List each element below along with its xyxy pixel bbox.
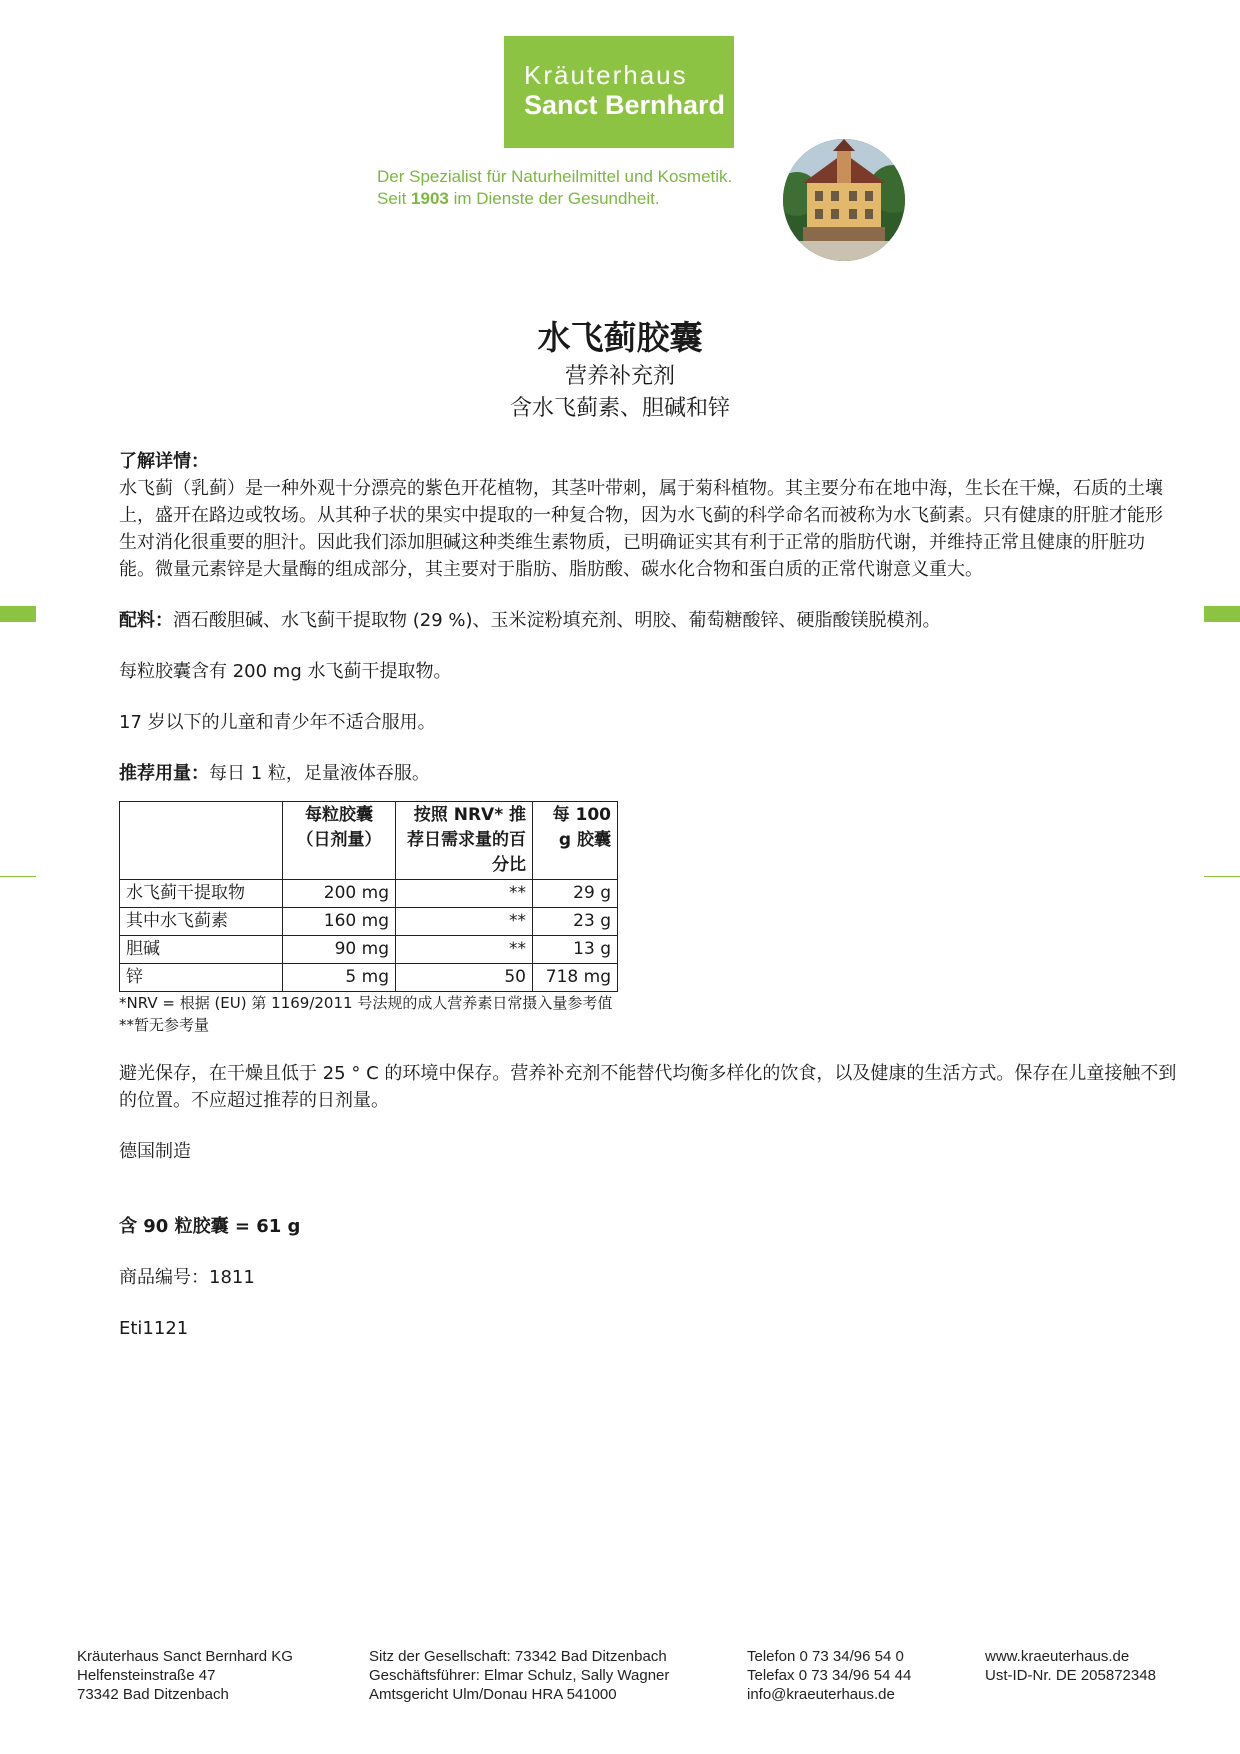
right-fold-line	[1204, 876, 1240, 877]
footer-line: www.kraeuterhaus.de	[985, 1648, 1130, 1665]
row-per-100g: 13 g	[533, 936, 618, 964]
row-per-100g: 29 g	[533, 880, 618, 908]
brand-logo	[504, 36, 734, 148]
ingredients-text: 酒石酸胆碱、水飞蓟干提取物 (29 %)、玉米淀粉填充剂、明胶、葡萄糖酸锌、硬脂酸镁脱模剂。	[173, 610, 941, 631]
footer-line: Telefax 0 73 34/96 54 44	[747, 1667, 912, 1684]
footer-line: Kräuterhaus Sanct Bernhard KG	[77, 1648, 293, 1665]
building-photo-emblem	[783, 139, 905, 261]
right-margin-mark	[1204, 606, 1240, 622]
row-nrv: **	[396, 908, 533, 936]
tagline-line2: Seit 1903 im Dienste der Gesundheit.	[377, 189, 660, 208]
row-per-capsule: 160 mg	[283, 908, 396, 936]
label-code: Eti1121	[119, 1318, 189, 1339]
per-capsule-text: 每粒胶囊含有 200 mg 水飞蓟干提取物。	[119, 661, 452, 682]
footer-line: 73342 Bad Ditzenbach	[77, 1686, 229, 1703]
tagline-line1: Der Spezialist für Naturheilmittel und Kosmetik.	[377, 167, 733, 186]
footer-line: info@kraeuterhaus.de	[747, 1686, 895, 1703]
row-nrv: **	[396, 880, 533, 908]
product-subtitle: 营养补充剂	[564, 364, 675, 389]
footer-line: Ust-ID-Nr. DE 205872348	[985, 1667, 1156, 1684]
ingredients-label: 配料：	[119, 610, 173, 631]
row-name: 胆碱	[120, 936, 283, 964]
footer-line: Telefon 0 73 34/96 54 0	[747, 1648, 904, 1665]
article-number: 商品编号：1811	[119, 1267, 255, 1288]
logo-line1: Kräuterhaus	[524, 60, 688, 90]
left-margin-mark	[0, 606, 36, 622]
dosage	[119, 760, 1179, 787]
storage-text: 避光保存，在干燥且低于 25 ° C 的环境中保存。营养补充剂不能替代均衡多样化的饮食，以及健康的生活方式。保存在儿童接触不到的位置。不应超过推荐的日剂量。	[119, 1063, 1177, 1111]
footer-registration	[369, 1647, 669, 1704]
row-name: 其中水飞蓟素	[120, 908, 283, 936]
origin-text: 德国制造	[119, 1141, 191, 1162]
details-text: 水飞蓟（乳蓟）是一种外观十分漂亮的紫色开花植物，其茎叶带刺，属于菊科植物。其主要分布在地中海，生长在干燥，石质的土壤上，盛开在路边或牧场。从其种子状的果实中提取的一种复合物，因为水飞蓟的科学命名而被称为水飞蓟素。只有健康的肝脏才能形生对消化很重要的胆汁。因此我们添加胆碱这种类维生素物质，已明确证实其有利于正常的脂肪代谢，并维持正常且健康的肝脏功能。微量元素锌是大量酶的组成部分，其主要对于脂肪、脂肪酸、碳水化合物和蛋白质的正常代谢意义重大。	[119, 478, 1163, 580]
row-name: 锌	[120, 964, 283, 992]
contents-text: 含 90 粒胶囊 = 61 g	[119, 1216, 301, 1237]
row-per-100g: 718 mg	[533, 964, 618, 992]
header-cell-per-100g: 每 100 g 胶囊	[533, 802, 618, 880]
table-footnote-nrv: *NRV = 根据 (EU) 第 1169/2011 号法规的成人营养素日常摄入量参考值	[119, 994, 613, 1012]
ingredients	[119, 607, 1179, 634]
table-row	[120, 908, 618, 936]
dosage-label: 推荐用量：	[119, 763, 209, 784]
product-subtitle-2: 含水飞蓟素、胆碱和锌	[509, 396, 730, 421]
footer-line: Sitz der Gesellschaft: 73342 Bad Ditzenbach	[369, 1648, 667, 1665]
age-warning: 17 岁以下的儿童和青少年不适合服用。	[119, 712, 436, 733]
table-row	[120, 936, 618, 964]
details-heading: 了解详情：	[119, 451, 209, 472]
header-cell-per-capsule: 每粒胶囊（日剂量）	[283, 802, 396, 880]
footer-web	[985, 1647, 1156, 1685]
row-name: 水飞蓟干提取物	[120, 880, 283, 908]
header-cell-nrv: 按照 NRV* 推荐日需求量的百分比	[396, 802, 533, 880]
row-per-capsule: 5 mg	[283, 964, 396, 992]
footer-contact	[747, 1647, 911, 1704]
left-fold-line	[0, 876, 36, 877]
label-content	[119, 448, 1179, 1342]
footer-line: Helfensteinstraße 47	[77, 1667, 216, 1684]
dosage-text: 每日 1 粒，足量液体吞服。	[209, 763, 430, 784]
tagline	[377, 166, 732, 210]
product-title: 水飞蓟胶囊	[537, 318, 703, 357]
table-footnote-no-reference: **暂无参考量	[119, 1016, 210, 1034]
nutrition-table	[119, 801, 618, 992]
footer-line: Amtsgericht Ulm/Donau HRA 541000	[369, 1686, 617, 1703]
row-per-capsule: 90 mg	[283, 936, 396, 964]
footer-company	[77, 1647, 293, 1704]
row-nrv: 50	[396, 964, 533, 992]
row-nrv: **	[396, 936, 533, 964]
header-cell-name	[120, 802, 283, 880]
logo-line2: Sanct Bernhard	[524, 90, 726, 120]
table-row	[120, 880, 618, 908]
footer-line: Geschäftsführer: Elmar Schulz, Sally Wagner	[369, 1667, 670, 1684]
row-per-100g: 23 g	[533, 908, 618, 936]
table-header-row	[120, 802, 618, 880]
table-row	[120, 964, 618, 992]
row-per-capsule: 200 mg	[283, 880, 396, 908]
